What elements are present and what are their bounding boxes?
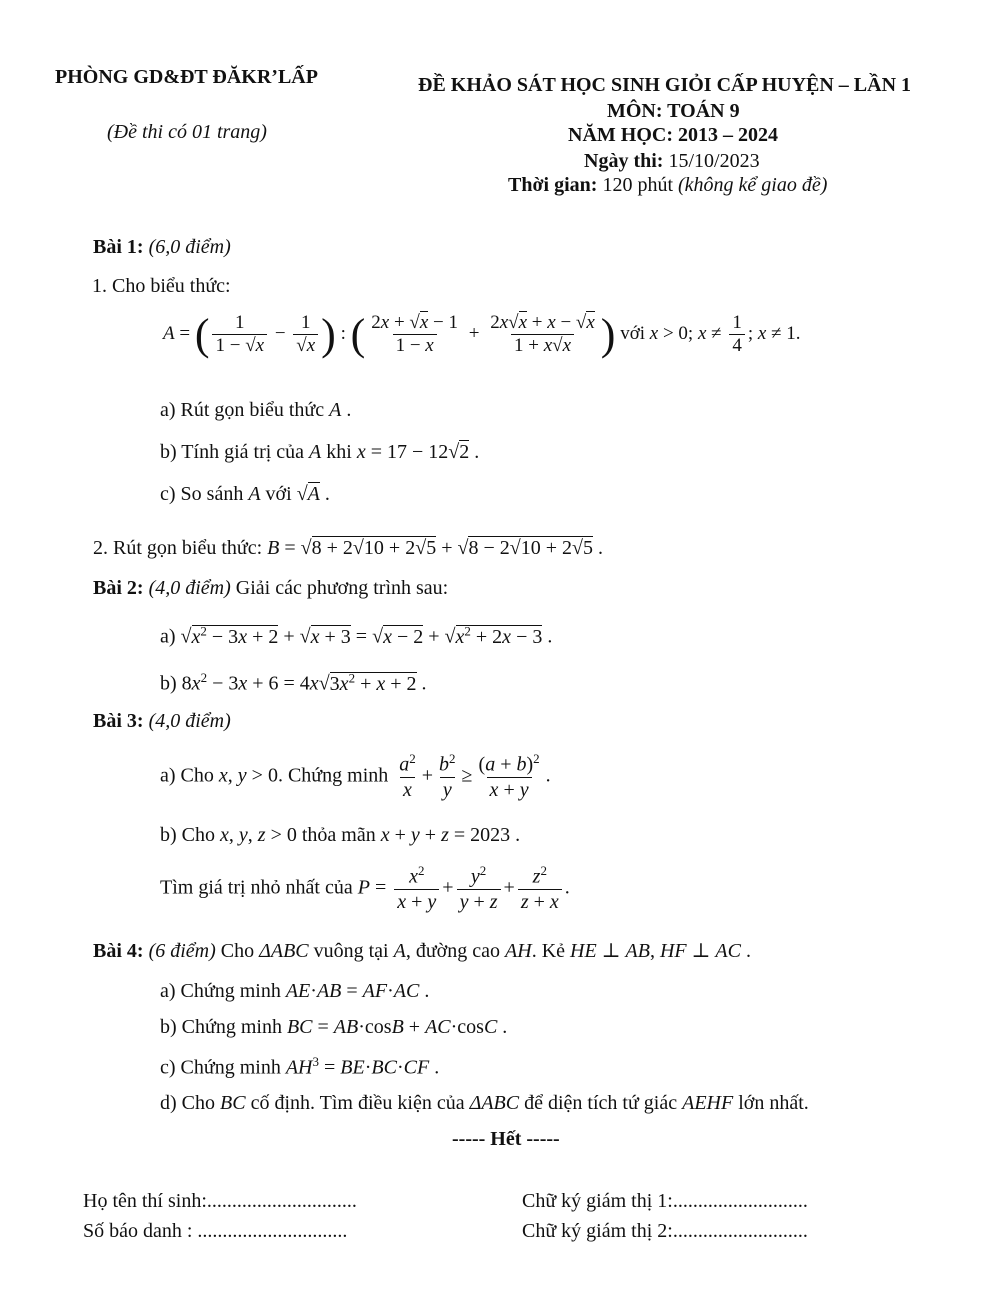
bai4-d-4: lớn nhất.: [738, 1092, 809, 1114]
bai1-part-b-text: b) Tính giá trị của: [160, 441, 305, 463]
bai4-heading: Bài 4: (6 điểm) Cho ΔABC vuông tại A, đường cao AH. Kẻ HE ⊥ AB, HF ⊥ AC .: [93, 940, 751, 962]
bai3-points: (4,0 điểm): [148, 710, 231, 732]
bai4-part-a: a) Chứng minh AE·AB = AF·AC .: [160, 980, 430, 1002]
department-name: PHÒNG GD&ĐT ĐĂKR’LẤP: [55, 66, 318, 88]
page-count-note: (Đề thi có 01 trang): [107, 121, 267, 143]
school-year: NĂM HỌC: 2013 – 2024: [568, 124, 778, 146]
bai3-find-min: Tìm giá trị nhỏ nhất của P = $\frac{x^2}{x + y}$ + $\frac{y^2}{y + z}$ + $\frac{z^2}{z + x}$ .: [160, 863, 570, 913]
bai2-part-b: b) $8x^2 - 3x + 6 = 4x√3x^2 + x + 2$ .: [160, 670, 427, 695]
bai3-b-prefix: b) Cho: [160, 824, 215, 846]
bai1-title: Bài 1:: [93, 236, 144, 258]
candidate-number-field: Số báo danh : ..............................: [83, 1220, 348, 1242]
exam-duration: [508, 174, 827, 197]
bai1-q2-text: 2. Rút gọn biểu thức:: [93, 537, 263, 559]
bai1-part-c: c) So sánh A với √A .: [160, 483, 330, 505]
exam-title: ĐỀ KHẢO SÁT HỌC SINH GIỎI CẤP HUYỆN – LẦN 1: [418, 74, 912, 96]
date-value: 15/10/2023: [668, 150, 760, 172]
bai2-title: Bài 2:: [93, 577, 144, 599]
bai3-part-b: b) Cho x, y, z > 0 thỏa mãn x + y + z = 2023 .: [160, 824, 521, 846]
bai4-intro-3: , đường cao: [405, 940, 501, 962]
bai4-c-text: c) Chứng minh: [160, 1056, 281, 1079]
subject-line: MÔN: TOÁN 9: [607, 100, 740, 122]
bai3-part-a: a) Cho x, y > 0. Chứng minh $\frac{a^2}{x}$ + $\frac{b^2}{y}$ ≥ $\frac{(a + b)^2}{x + y}$ .: [160, 751, 551, 801]
bai1-part-b: b) Tính giá trị của A khi x = 17 − 12√2 .: [160, 441, 480, 463]
bai2-heading: [93, 577, 448, 600]
bai4-b-text: b) Chứng minh: [160, 1016, 282, 1038]
bai4-intro-4: . Kẻ: [531, 940, 566, 962]
proctor-2-signature: Chữ ký giám thị 2:...........................: [522, 1220, 808, 1242]
bai1-points: (6,0 điểm): [148, 236, 231, 258]
bai1-heading: [93, 236, 231, 259]
bai4-a-text: a) Chứng minh: [160, 980, 281, 1002]
bai2-points: (4,0 điểm): [148, 577, 231, 599]
bai4-d-3: để diện tích tứ giác: [524, 1092, 678, 1114]
time-note: (không kể giao đề): [678, 174, 828, 196]
bai1-part-c-mid: với: [265, 483, 292, 505]
end-mark: ----- Hết -----: [452, 1128, 560, 1150]
bai4-points: (6 điểm): [148, 940, 216, 962]
time-value: 120 phút: [602, 174, 673, 196]
candidate-name-field: Họ tên thí sinh:..............................: [83, 1190, 357, 1212]
bai1-q2: 2. Rút gọn biểu thức: B = √8 + 2√10 + 2√5 + √8 − 2√10 + 2√5 .: [93, 537, 603, 559]
bai3-find-min-text: Tìm giá trị nhỏ nhất của: [160, 876, 353, 899]
bai3-a-prefix: a) Cho: [160, 764, 214, 787]
date-label: Ngày thi:: [584, 150, 664, 172]
bai1-part-b-mid: khi: [326, 441, 352, 463]
bai3-heading: [93, 710, 231, 733]
bai3-a-mid: . Chứng minh: [277, 764, 389, 787]
bai1-q1-intro: 1. Cho biểu thức:: [92, 275, 231, 297]
bai1-part-c-text: c) So sánh: [160, 483, 244, 505]
expression-A: A = ( $\frac{1}{1 - √x}$ − $\frac{1}{√x}$ ) : ( $\frac{2x + √x - 1}{1 - x}$ + $\frac{2x√x + x - √x}{1 + x√x}$ ) với x > 0; x ≠ $\frac{1}{4}$ ; x ≠ 1.: [163, 309, 801, 359]
proctor-1-signature: Chữ ký giám thị 1:...........................: [522, 1190, 808, 1212]
bai4-part-d: d) Cho BC cố định. Tìm điều kiện của ΔABC để diện tích tứ giác AEHF lớn nhất.: [160, 1092, 809, 1114]
bai4-part-c: c) Chứng minh $AH^3 = BE\cdot BC\cdot CF$ .: [160, 1054, 440, 1079]
time-label: Thời gian:: [508, 174, 598, 196]
bai4-part-b: b) Chứng minh BC = AB·cosB + AC·cosC .: [160, 1016, 508, 1038]
bai3-b-mid: thỏa mãn: [301, 824, 376, 846]
bai1-part-a: a) Rút gọn biểu thức A .: [160, 399, 352, 421]
bai4-intro-2: vuông tại: [313, 940, 389, 962]
bai4-d-2: cố định. Tìm điều kiện của: [250, 1092, 465, 1114]
bai4-title: Bài 4:: [93, 940, 144, 962]
bai4-intro-1: Cho: [220, 940, 255, 962]
bai3-title: Bài 3:: [93, 710, 144, 732]
exam-date: [584, 150, 760, 173]
bai2-part-a: a) $√x^2 - 3x + 2 + √x + 3 = √x - 2 + √x^2 + 2x - 3$ .: [160, 623, 553, 648]
bai4-d-1: d) Cho: [160, 1092, 215, 1114]
bai2-intro: Giải các phương trình sau:: [235, 577, 449, 599]
bai1-part-a-text: a) Rút gọn biểu thức: [160, 399, 325, 421]
condition-prefix: với: [620, 323, 646, 345]
